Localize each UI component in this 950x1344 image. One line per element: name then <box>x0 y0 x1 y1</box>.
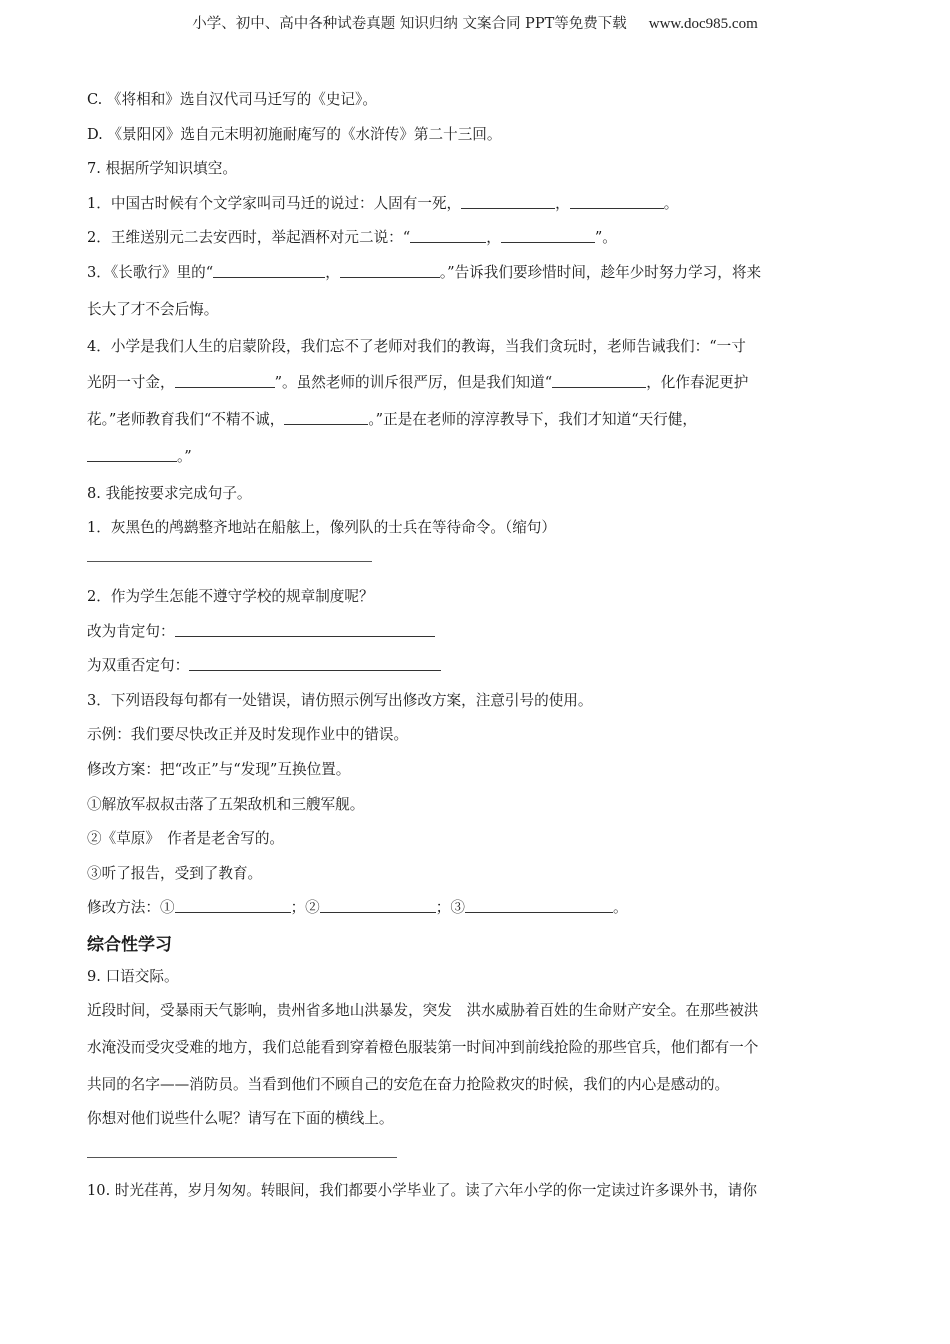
example-plan: 修改方案：把“改正”与“发现”互换位置。 <box>87 760 351 778</box>
question-9-prompt: 你想对他们说些什么呢？请写在下面的横线上。 <box>87 1109 394 1127</box>
question-10: 10. 时光荏苒，岁月匆匆。转眼间，我们都要小学毕业了。读了六年小学的你一定读过许多课外书，请你 <box>87 1182 757 1200</box>
answer-blank[interactable] <box>213 263 325 278</box>
option-d: D. 《景阳冈》选自元末明初施耐庵写的《水浒传》第二十三回。 <box>87 125 502 143</box>
answer-blank[interactable] <box>410 228 486 243</box>
revision-methods: 修改方法：① ；② ；③ 。 <box>87 899 628 917</box>
example-sentence: 示例：我们要尽快改正并及时发现作业中的错误。 <box>87 726 409 744</box>
page-header <box>0 12 950 33</box>
header-text: 小学、初中、高中各种试卷真题 知识归纳 文案合同 PPT等免费下载 <box>192 16 627 32</box>
answer-line[interactable] <box>87 551 867 585</box>
answer-blank[interactable] <box>340 263 440 278</box>
question-7-3-cont: 长大了才不会后悔。 <box>87 300 219 318</box>
question-8-2-affirmative: 改为肯定句： <box>87 620 867 655</box>
answer-blank[interactable] <box>175 622 435 637</box>
question-9-para-3: 共同的名字——消防员。当看到他们不顾自己的安危在奋力抢险救灾的时候，我们的内心是感动的。 <box>87 1076 730 1094</box>
question-7-2: 2．王维送别元二去安西时，举起酒杯对元二说：“ ， ”。 <box>87 229 617 247</box>
question-7-4-line3: 花。”老师教育我们“不精不诚， 。”正是在老师的淳淳教导下，我们才知道“天行健， <box>87 411 698 429</box>
question-8-2: 2．作为学生怎能不遵守学校的规章制度呢？ <box>87 587 374 605</box>
option-c: C. 《将相和》选自汉代司马迁写的《史记》。 <box>87 91 377 108</box>
header-url[interactable]: www.doc985.com <box>648 16 758 32</box>
question-8-3: 3．下列语段每句都有一处错误，请仿照示例写出修改方案，注意引号的使用。 <box>87 691 593 709</box>
question-7: 7. 根据所学知识填空。 <box>87 160 237 178</box>
answer-blank[interactable] <box>175 373 275 388</box>
answer-blank[interactable] <box>189 656 441 671</box>
question-7-4-line2: 光阴一寸金， ”。虽然老师的训斥很严厉，但是我们知道“ ，化作春泥更护 <box>87 374 749 392</box>
question-7-1: 1．中国古时候有个文学家叫司马迁的说过：人固有一死， ， 。 <box>87 194 679 212</box>
question-7-3: 3．《长歌行》里的“ ， 。”告诉我们要珍惜时间，趁年少时努力学习，将来 <box>87 263 762 281</box>
sentence-2: ②《草原》 作者是老舍写的。 <box>87 830 285 848</box>
question-8-1: 1．灰黑色的鸬鹚整齐地站在船舷上，像列队的士兵在等待命令。（缩句） <box>87 519 556 537</box>
sentence-1: ①解放军叔叔击落了五架敌机和三艘军舰。 <box>87 795 365 813</box>
section-title: 综合性学习 <box>87 934 172 955</box>
answer-blank[interactable] <box>284 410 368 425</box>
question-8: 8. 我能按要求完成句子。 <box>87 484 252 502</box>
answer-blank[interactable] <box>175 898 291 913</box>
answer-blank[interactable] <box>552 373 646 388</box>
answer-blank[interactable] <box>501 228 595 243</box>
answer-blank[interactable] <box>465 898 613 913</box>
question-9-para-2: 水淹没而受灾受难的地方，我们总能看到穿着橙色服装第一时间冲到前线抢险的那些官兵，他们都有一个 <box>87 1039 759 1057</box>
question-8-2-double-negative: 为双重否定句： <box>87 654 867 689</box>
question-7-4: 4．小学是我们人生的启蒙阶段，我们忘不了老师对我们的教诲，当我们贪玩时，老师告诫我们：“一寸 <box>87 337 746 355</box>
answer-blank[interactable] <box>570 194 664 209</box>
question-9-para-1: 近段时间，受暴雨天气影响，贵州省多地山洪暴发，突发 洪水威胁着百姓的生命财产安全。在那些被洪 <box>87 1002 759 1020</box>
question-7-4-line4: 。” <box>87 445 867 482</box>
answer-line[interactable] <box>87 1141 867 1179</box>
document-body <box>87 88 867 1216</box>
answer-blank[interactable] <box>320 898 436 913</box>
question-9: 9. 口语交际。 <box>87 967 179 985</box>
answer-blank[interactable] <box>87 447 177 462</box>
answer-blank[interactable] <box>461 194 555 209</box>
sentence-3: ③听了报告，受到了教育。 <box>87 864 263 882</box>
